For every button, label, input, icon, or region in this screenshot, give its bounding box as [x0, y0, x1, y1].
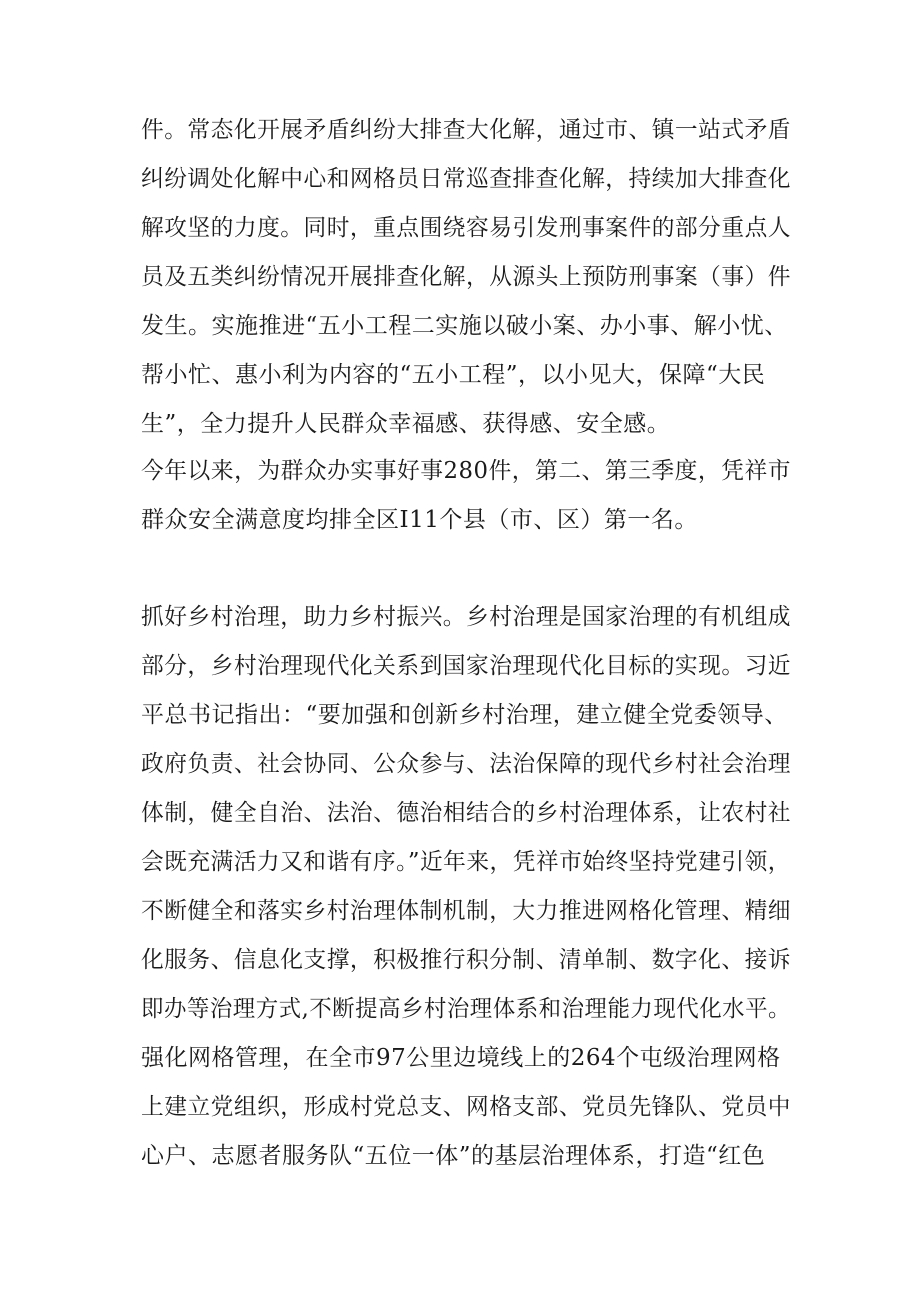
- paragraph-1-line-6: 帮小忙、惠小利为内容的“五小工程”，以小见大，保障“大民: [141, 362, 766, 388]
- paragraph-3-line-3: 平总书记指出：“要加强和创新乡村治理，建立健全党委领导、: [141, 702, 788, 728]
- paragraph-3-line-5: 体制，健全自治、法治、德治相结合的乡村治理体系，让农村社: [141, 800, 791, 826]
- paragraph-1-line-2: 纠纷调处化解中心和网格员日常巡查排查化解，持续加大排查化: [141, 166, 791, 192]
- paragraph-3-line-11: 上建立党组织，形成村党总支、网格支部、党员先锋队、党员中: [141, 1094, 791, 1120]
- paragraph-1-line-7: 生”，全力提升人民群众幸福感、获得感、安全感。: [141, 411, 671, 437]
- paragraph-2-line-2: 群众安全满意度均排全区I11个县（市、区）第一名。: [141, 507, 698, 533]
- paragraph-2-line-1: 今年以来，为群众办实事好事280件，第二、第三季度，凭祥市: [141, 458, 791, 484]
- paragraph-3-line-7: 不断健全和落实乡村治理体制机制，大力推进网格化管理、精细: [141, 898, 791, 924]
- paragraph-1-line-4: 员及五类纠纷情况开展排查化解，从源头上预防刑事案（事）件: [141, 264, 791, 290]
- paragraph-3-line-12: 心户、志愿者服务队“五位一体”的基层治理体系，打造“红色: [141, 1143, 766, 1169]
- paragraph-3-line-1: 抓好乡村治理，助力乡村振兴。乡村治理是国家治理的有机组成: [141, 604, 791, 630]
- paragraph-1-line-3: 解攻坚的力度。同时，重点围绕容易引发刑事案件的部分重点人: [141, 215, 791, 241]
- paragraph-1-line-1: 件。常态化开展矛盾纠纷大排查大化解，通过市、镇一站式矛盾: [141, 117, 791, 143]
- paragraph-1-line-5: 发生。实施推进“五小工程二实施以破小案、办小事、解小忧、: [141, 313, 788, 339]
- paragraph-3-line-6: 会既充满活力又和谐有序。”近年来，凭祥市始终坚持党建引领，: [141, 849, 791, 875]
- paragraph-3-line-10: 强化网格管理，在全市97公里边境线上的264个屯级治理网格: [141, 1045, 781, 1071]
- paragraph-3-line-8: 化服务、信息化支撑，积极推行积分制、清单制、数字化、接诉: [141, 947, 791, 973]
- paragraph-3-line-9: 即办等治理方式,不断提高乡村治理体系和治理能力现代化水平。: [141, 996, 791, 1022]
- paragraph-3-line-4: 政府负责、社会协同、公众参与、法治保障的现代乡村社会治理: [141, 751, 791, 777]
- paragraph-3-line-2: 部分，乡村治理现代化关系到国家治理现代化目标的实现。习近: [141, 653, 791, 679]
